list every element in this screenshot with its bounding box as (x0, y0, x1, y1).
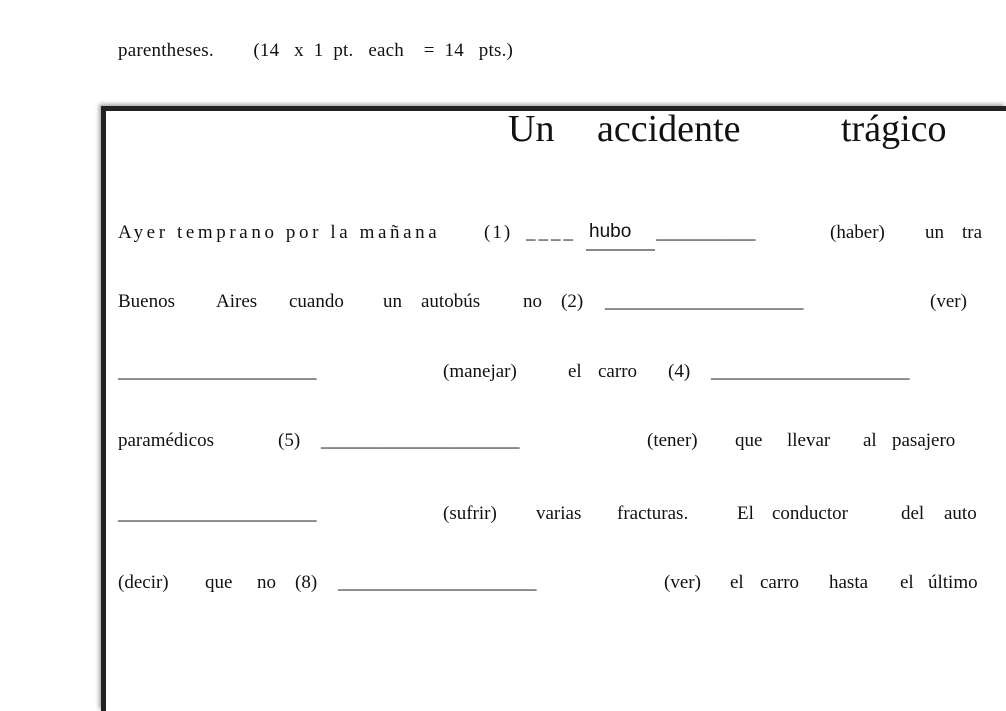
story-box (101, 106, 1006, 711)
line6-verb-ver: (ver) (664, 572, 701, 593)
answer-1-underline (586, 249, 655, 251)
line6-number: (8) (295, 572, 318, 593)
line1-number: (1) (484, 222, 513, 243)
line2-word: Buenos (118, 291, 175, 312)
line5-word: varias (536, 503, 582, 524)
line4-word: pasajero (892, 430, 956, 451)
line3-number: (4) (668, 361, 691, 382)
line2-word: cuando (289, 291, 344, 312)
line1-blank-post: ___________ (656, 222, 755, 243)
line3-word-el: el (568, 361, 582, 382)
line6-word: carro (760, 572, 800, 593)
line3-verb: (manejar) (443, 361, 517, 382)
answer-2-blank[interactable]: ______________________ (605, 291, 803, 312)
line6-word-no: no (257, 572, 276, 593)
line1-verb: (haber) (830, 222, 885, 243)
line6-verb-decir: (decir) (118, 572, 169, 593)
line1-word-tra: tra (962, 222, 983, 243)
line4-word-paramedicos: paramédicos (118, 430, 215, 451)
line6-word: el (730, 572, 744, 593)
line6-word-que: que (205, 572, 233, 593)
line6-word: el (900, 572, 914, 593)
line1-blank-pre: ____ (526, 222, 576, 243)
answer-4-blank[interactable]: ______________________ (711, 361, 909, 382)
line2-word: Aires (216, 291, 258, 312)
line2-number: (2) (561, 291, 584, 312)
line5-word: del (901, 503, 925, 524)
line2-word: autobús (421, 291, 481, 312)
line1-lead: Ayer temprano por la mañana (118, 222, 441, 243)
line4-word: llevar (787, 430, 831, 451)
line5-word: fracturas. (617, 503, 689, 524)
title-word-3: trágico (841, 108, 947, 150)
line6-word: hasta (829, 572, 869, 593)
answer-1-text: hubo (589, 221, 632, 242)
title-word-2: accidente (597, 108, 741, 150)
answer-6-blank[interactable]: ______________________ (118, 503, 316, 524)
line6-word: último (928, 572, 978, 593)
line5-word: conductor (772, 503, 848, 524)
title-word-1: Un (508, 108, 555, 150)
line4-verb: (tener) (647, 430, 698, 451)
line5-verb: (sufrir) (443, 503, 497, 524)
line2-word: un (383, 291, 402, 312)
line4-word: que (735, 430, 763, 451)
line2-word: no (523, 291, 542, 312)
line4-word: al (863, 430, 877, 451)
answer-3-blank[interactable]: ______________________ (118, 361, 316, 382)
answer-5-blank[interactable]: ______________________ (321, 430, 519, 451)
line1-word-un: un (925, 222, 944, 243)
line5-word: auto (944, 503, 977, 524)
line2-verb: (ver) (930, 291, 967, 312)
instructions-text: parentheses. (14 x 1 pt. each = 14 pts.) (118, 40, 514, 61)
line3-word-carro: carro (598, 361, 638, 382)
line4-number: (5) (278, 430, 301, 451)
answer-8-blank[interactable]: ______________________ (338, 572, 536, 593)
line5-word: El (737, 503, 754, 524)
